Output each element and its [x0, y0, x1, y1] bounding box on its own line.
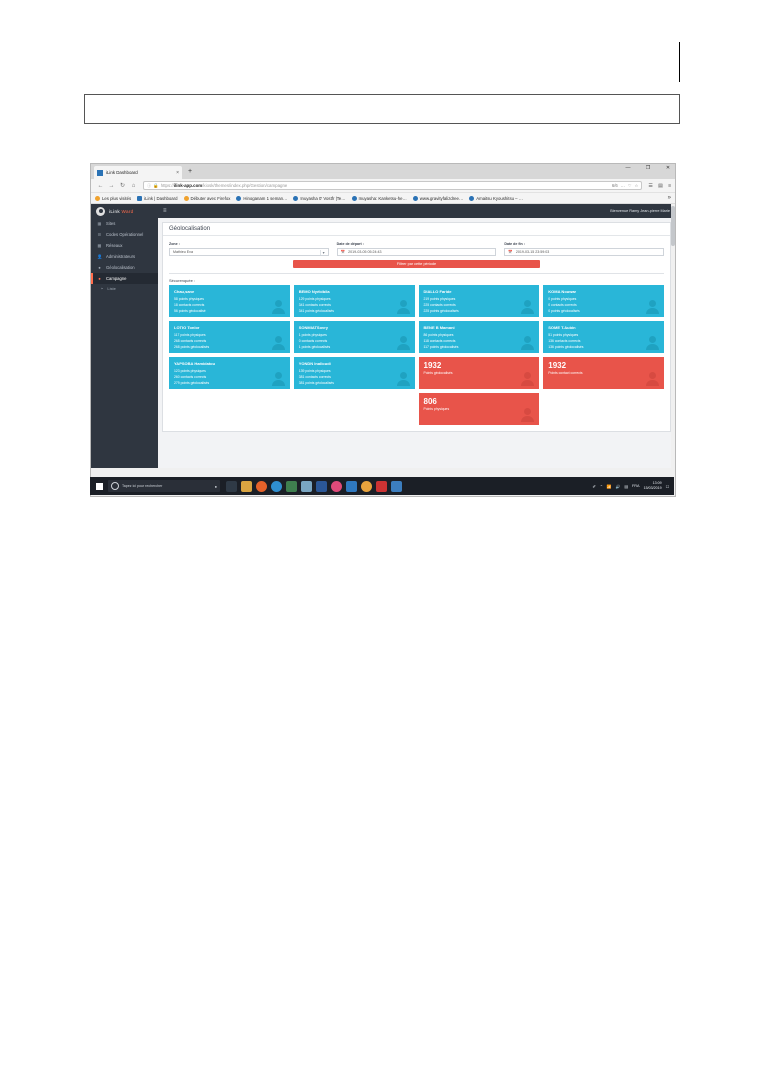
sidebar-item-label: Liste: [107, 286, 116, 291]
total-card-physiques[interactable]: [419, 393, 540, 425]
maximize-button[interactable]: ❐: [645, 165, 651, 171]
bookmark-label: iLink | Dashboard: [144, 195, 178, 201]
total-value: 806: [423, 397, 437, 406]
microphone-icon[interactable]: ●: [214, 483, 217, 489]
zotero-icon[interactable]: [376, 481, 387, 492]
end-date-label: Date de fin :: [504, 242, 525, 246]
sidebar-item-administrateurs[interactable]: [91, 251, 158, 262]
chrome-icon[interactable]: [361, 481, 372, 492]
page-rule: [679, 42, 680, 82]
sidebar-item-reseaux[interactable]: [91, 240, 158, 251]
bookmark-item[interactable]: [95, 196, 131, 201]
bookmark-label: Débuter avec Firefox: [190, 195, 231, 201]
agent-stat: 0 points physiques: [548, 297, 577, 301]
sidebar-item-campagne[interactable]: [91, 273, 158, 284]
bookmark-item[interactable]: [236, 196, 287, 201]
panel-header: [163, 223, 670, 236]
urlbar-actions: [612, 183, 639, 188]
pin-filled-icon: ●: [98, 276, 101, 281]
firefox-icon: [184, 196, 189, 201]
agent-stat: 225 points géolocalisés: [423, 309, 459, 313]
sidebar-item-label: Géolocalisation: [106, 265, 135, 270]
start-date-field: [337, 242, 497, 256]
agent-stat: 219 points physiques: [423, 297, 456, 301]
bookmarks-bar: [91, 193, 675, 204]
url-text: https://ilink-app.com/kiosk/themes/index.php/Gestion/campagne: [160, 183, 288, 188]
avatar: [521, 336, 534, 350]
battery-icon[interactable]: ▤: [624, 484, 628, 489]
agent-stat: 117 points géolocalisés: [423, 345, 459, 349]
dot-icon: ‣: [101, 286, 104, 291]
store-icon[interactable]: [331, 481, 342, 492]
agent-stat: 341 points géolocalisés: [298, 309, 334, 313]
windows-taskbar: [90, 477, 674, 495]
agent-stat: 136 contacts corrects: [548, 339, 581, 343]
grid-icon: ▦: [97, 221, 102, 226]
globe-icon: [293, 196, 298, 201]
back-button[interactable]: ←: [97, 182, 104, 189]
navigation-toolbar: [91, 179, 675, 193]
bookmark-label: Les plus visités: [102, 195, 132, 201]
agent-name: SOME T.Aubin: [548, 325, 576, 330]
total-value: 1932: [548, 361, 567, 370]
address-bar[interactable]: [143, 181, 642, 190]
home-button[interactable]: ⌂: [131, 182, 136, 189]
avatar: [646, 372, 659, 386]
menu-icon[interactable]: ≡: [667, 182, 671, 189]
tab-favicon-icon: [97, 170, 103, 176]
stat-card-grid: [163, 285, 670, 431]
taskbar-clock[interactable]: [644, 481, 662, 491]
edge-icon[interactable]: [271, 481, 282, 492]
agent-card[interactable]: [419, 285, 540, 317]
agent-stat: 260 contacts corrects: [174, 375, 207, 379]
agent-stat: 136 points géolocalisés: [548, 345, 584, 349]
word-icon[interactable]: [316, 481, 327, 492]
page-scrollbar[interactable]: [671, 204, 675, 468]
browser-tab[interactable]: [94, 166, 182, 179]
agent-name: BEMO Nyébibila: [298, 289, 330, 294]
search-placeholder: Tapez ici pour rechercher: [122, 484, 163, 488]
agent-card[interactable]: [294, 285, 415, 317]
library-icon[interactable]: ☰: [648, 182, 654, 189]
agent-stat: 268 points géolocalisés: [174, 345, 210, 349]
firefox-icon[interactable]: [256, 481, 267, 492]
sidebar-item-geolocalisation[interactable]: [91, 262, 158, 273]
globe-icon: [469, 196, 474, 201]
menu-toggle-icon[interactable]: ≡: [163, 208, 167, 214]
ilink-icon: [137, 196, 142, 201]
system-tray: [593, 481, 671, 491]
agent-stat: 1 points physiques: [298, 333, 327, 337]
network-icon[interactable]: 📶: [606, 484, 612, 489]
minimize-button[interactable]: —: [625, 165, 631, 171]
start-date-value: 2019-03-05 05:24:43: [348, 250, 382, 254]
more-icon[interactable]: …: [620, 183, 625, 188]
zoom-level[interactable]: 6/6: [611, 183, 618, 188]
avatar: [272, 336, 285, 350]
bookmark-item[interactable]: [293, 196, 345, 201]
avatar: [646, 336, 659, 350]
avatar: [521, 408, 534, 422]
user-greeting: Bienvenue Ramy Jean-pierre Marie: [610, 209, 670, 213]
chevron-down-icon[interactable]: ▾: [320, 250, 325, 255]
excel-icon[interactable]: [286, 481, 297, 492]
calendar-icon: 📅: [508, 250, 513, 254]
sidebar-item-sites[interactable]: [91, 218, 158, 229]
task-view-icon[interactable]: [226, 481, 237, 492]
agent-name: LOTIO Tonlor: [174, 325, 200, 330]
globe-icon: [413, 196, 418, 201]
brand-text: iLink Ward: [109, 208, 134, 214]
file-explorer-icon[interactable]: [241, 481, 252, 492]
bookmark-item[interactable]: [184, 196, 231, 201]
sidebar-item-codes-operationnel[interactable]: [91, 229, 158, 240]
agent-name: YONDN Inalloudi: [298, 361, 331, 366]
agent-card[interactable]: [419, 321, 540, 353]
app-sidebar: [91, 204, 158, 468]
agent-stat: 268 contacts corrects: [174, 339, 207, 343]
bookmark-star-icon[interactable]: ☆: [634, 183, 639, 188]
zone-field: [169, 242, 329, 256]
agent-stat: 123 points physiques: [174, 369, 206, 373]
new-tab-button[interactable]: +: [188, 168, 193, 175]
document-text-box: [84, 94, 680, 124]
search-circle-icon: [111, 482, 119, 490]
chart-icon: ▩: [97, 243, 102, 248]
sidebar-item-label: Campagne: [106, 276, 127, 281]
avatar: [272, 372, 285, 386]
agent-name: DIALLO Faride: [423, 289, 452, 294]
taskbar-search[interactable]: [108, 480, 220, 492]
total-card-contacts-corrects[interactable]: [543, 357, 664, 389]
sidebar-item-label: Sites: [106, 221, 116, 226]
bookmark-label: Inuyasha: Kanketsu-he…: [358, 195, 407, 201]
bookmark-item[interactable]: [352, 196, 407, 201]
avatar: [397, 300, 410, 314]
agent-card[interactable]: [169, 357, 290, 389]
start-date-input[interactable]: [337, 248, 497, 256]
pocket-icon[interactable]: ♡: [627, 183, 632, 188]
total-label: Points physiques: [423, 407, 450, 411]
avatar: [397, 336, 410, 350]
agent-card[interactable]: [169, 321, 290, 353]
globe-icon: [236, 196, 241, 201]
lock-icon: 🔒: [153, 182, 159, 188]
agent-name: YAPSOBA Hamidatou: [174, 361, 216, 366]
end-date-field: [504, 242, 664, 256]
section-label: Sécurenquée :: [169, 278, 196, 283]
sidebar-item-liste[interactable]: [91, 284, 158, 293]
close-window-button[interactable]: ✕: [665, 165, 671, 171]
reload-button[interactable]: ↻: [119, 183, 126, 189]
agent-name: Chau,sane: [174, 289, 195, 294]
bookmark-label: www.gravityfalizdree…: [419, 195, 464, 201]
agent-stat: 18 contacts corrects: [174, 303, 205, 307]
avatar: [272, 300, 285, 314]
total-card-geolocalises[interactable]: [419, 357, 540, 389]
agent-stat: 51 points physiques: [548, 333, 579, 337]
page-title: Géolocalisation: [169, 226, 211, 232]
user-icon: 👤: [97, 253, 103, 259]
browser-window: [90, 163, 676, 497]
app-logo-icon: [96, 207, 105, 216]
filter-period-button[interactable]: Filtrer par cette période: [293, 260, 541, 268]
bookmark-item[interactable]: [413, 196, 463, 201]
agent-stat: 56 points géolocalisé: [174, 309, 206, 313]
bookmark-label: Inuyasha 0' Vostfr |Te…: [300, 195, 346, 201]
list-icon: ☰: [97, 232, 102, 237]
clock-time: 13:09: [652, 481, 662, 485]
clock-date: 15/03/2019: [643, 486, 662, 490]
toolbar-right: [646, 183, 671, 189]
agent-stat: 139 points physiques: [298, 369, 331, 373]
tab-strip: [91, 164, 675, 179]
total-label: Points géolocalisés: [423, 371, 453, 375]
avatar: [521, 300, 534, 314]
agent-card[interactable]: [169, 285, 290, 317]
agent-card[interactable]: [294, 321, 415, 353]
globe-icon: [352, 196, 357, 201]
agent-stat: 279 points géolocalisés: [174, 381, 210, 385]
zone-label: Zone :: [169, 242, 180, 246]
end-date-value: 2019-03-15 23:59:03: [515, 250, 550, 254]
photos-icon[interactable]: [301, 481, 312, 492]
taskbar-apps: [226, 481, 402, 492]
pen-icon[interactable]: ✐: [592, 484, 596, 489]
sidebar-item-label: Codes Opérationnel: [106, 232, 144, 237]
agent-stat: 117 points physiques: [174, 333, 206, 337]
tab-close-icon[interactable]: ×: [176, 169, 179, 176]
chevron-up-icon[interactable]: ⌃: [599, 484, 603, 489]
agent-stat: 381 points géolocalisés: [298, 381, 334, 385]
start-date-label: Date de départ :: [336, 242, 364, 246]
agent-stat: 341 contacts corrects: [298, 303, 331, 307]
agent-name: KOMA Nouwar: [548, 289, 577, 294]
filter-form: [163, 236, 670, 258]
agent-stat: 118 contacts corrects: [423, 339, 456, 343]
mail-icon[interactable]: [346, 481, 357, 492]
agent-stat: 0 contacts corrects: [548, 303, 577, 307]
volume-icon[interactable]: 🔊: [615, 484, 621, 489]
agent-card[interactable]: [543, 321, 664, 353]
shield-icon: ⓘ: [147, 182, 152, 188]
app-topbar: [158, 204, 675, 218]
sidebar-item-label: Administrateurs: [106, 254, 136, 259]
bookmark-label: Hinoganam 1 seman…: [243, 195, 288, 201]
notification-icon[interactable]: ☐: [665, 484, 669, 489]
page-content: [91, 204, 675, 468]
agent-stat: 381 contacts corrects: [298, 375, 331, 379]
agent-stat: 1 points géolocalisés: [298, 345, 331, 349]
agent-name: SONMIATSovry: [298, 325, 329, 330]
agent-card[interactable]: [294, 357, 415, 389]
app-brand[interactable]: [91, 204, 158, 218]
zone-value: Mathieu Eva: [173, 250, 193, 254]
agent-stat: 129 points physiques: [298, 297, 331, 301]
agent-stat: 58 points physiques: [174, 297, 204, 301]
avatar: [521, 372, 534, 386]
agent-name: BENE B Mamani: [423, 325, 455, 330]
zone-select[interactable]: [169, 248, 329, 256]
calendar-icon: 📅: [340, 250, 346, 254]
agent-stat: 0 points géolocalisés: [548, 309, 580, 313]
bookmark-label: Amaitsu Kyoushitsu – …: [476, 195, 524, 201]
main-area: [158, 204, 675, 468]
forward-button[interactable]: →: [108, 182, 115, 189]
bookmarks-overflow-icon[interactable]: »: [667, 195, 671, 201]
total-value: 1932: [423, 361, 442, 370]
window-controls: [623, 165, 673, 171]
start-button[interactable]: [93, 480, 105, 492]
bookmark-item[interactable]: [469, 196, 523, 201]
agent-stat: 225 contacts corrects: [423, 303, 456, 307]
tab-title: iLink Dashboard: [106, 170, 138, 175]
end-date-input[interactable]: [504, 248, 664, 256]
bookmark-item[interactable]: [137, 196, 177, 201]
language-indicator[interactable]: FRA: [631, 484, 640, 488]
sidebar-icon[interactable]: ▤: [658, 182, 663, 189]
agent-card[interactable]: [543, 285, 664, 317]
sidebar-item-label: Réseaux: [106, 243, 123, 248]
vlc-icon[interactable]: [391, 481, 402, 492]
agent-stat: 0 contacts corrects: [298, 339, 328, 343]
agent-stat: 86 points physiques: [423, 333, 454, 337]
scrollbar-thumb[interactable]: [671, 206, 675, 246]
avatar: [397, 372, 410, 386]
avatar: [646, 300, 659, 314]
pin-icon: ●: [98, 265, 101, 270]
total-label: Points contact corrects: [548, 371, 583, 375]
star-icon: [95, 196, 100, 201]
windows-icon: [96, 483, 103, 490]
geolocation-panel: [162, 222, 671, 432]
